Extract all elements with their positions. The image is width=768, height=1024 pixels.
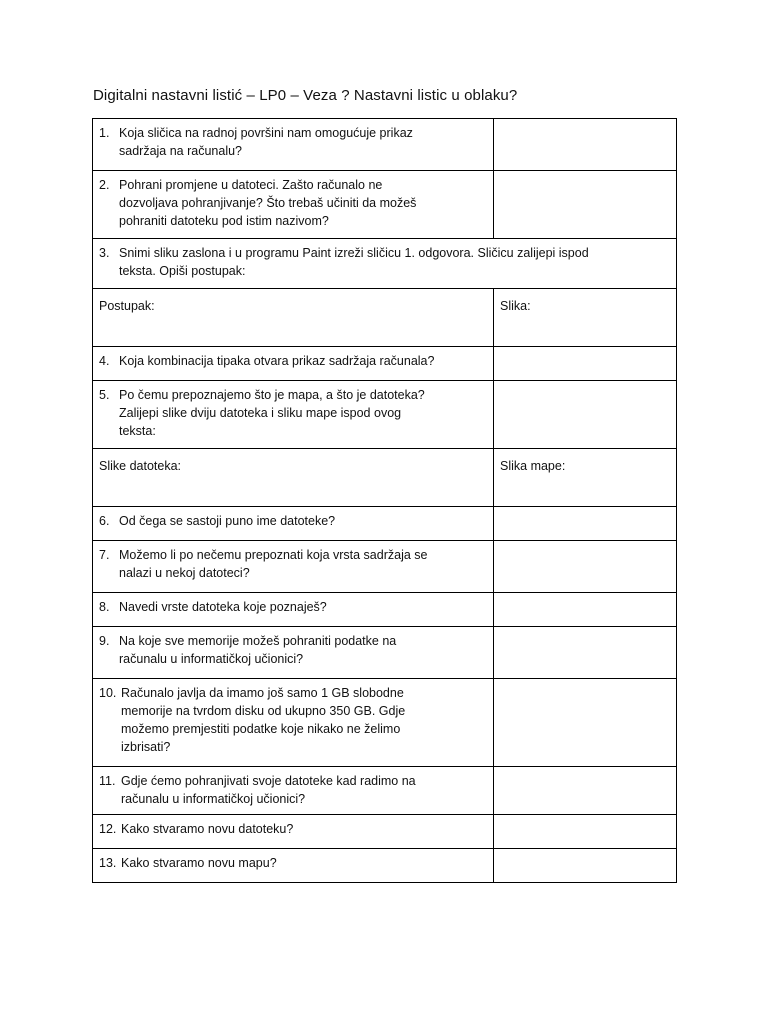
question-text: Na koje sve memorije možeš pohraniti podatke na računalu u informatičkoj učionici? [119,634,397,666]
question-text: Možemo li po nečemu prepoznati koja vrsta sadržaja se nalazi u nekoj datoteci? [119,548,428,580]
question-number: 4. [99,354,110,368]
question-number: 10. [99,686,117,700]
question-number: 8. [99,600,110,614]
question-text: Navedi vrste datoteka koje poznaješ? [119,600,327,614]
folder-image-label: Slika mape: [500,459,566,473]
question-3 [93,239,677,289]
question-number: 3. [99,246,110,260]
answer-cell-7[interactable] [494,541,677,593]
question-8 [93,593,494,627]
answer-cell-11[interactable] [494,767,677,815]
question-number: 7. [99,548,110,562]
question-number: 2. [99,178,110,192]
question-number: 6. [99,514,110,528]
question-13 [93,849,494,883]
image-label: Slika: [500,299,531,313]
answer-cell-1[interactable] [494,119,677,171]
question-11 [93,767,494,815]
question-text: Snimi sliku zaslona i u programu Paint izreži sličicu 1. odgovora. Sličicu zalijepi ispod teksta. Opiši postupak: [119,246,589,278]
question-number: 9. [99,634,110,648]
worksheet-table [92,118,676,883]
question-text: Pohrani promjene u datoteci. Zašto računalo ne dozvoljava pohranjivanje? Što trebaš učiniti da možeš pohraniti datoteku pod istim nazivom? [119,178,417,228]
image-answer-cell[interactable] [494,289,677,347]
answer-cell-5[interactable] [494,381,677,449]
question-text: Gdje ćemo pohranjivati svoje datoteke kad radimo na računalu u informatičkoj učionici? [121,774,416,806]
question-1 [93,119,494,171]
question-number: 12. [99,822,117,836]
file-images-answer-cell[interactable] [93,449,494,507]
question-text: Od čega se sastoji puno ime datoteke? [119,514,336,528]
question-10 [93,679,494,767]
question-7 [93,541,494,593]
answer-cell-4[interactable] [494,347,677,381]
question-number: 11. [99,774,116,788]
procedure-label: Postupak: [99,299,155,313]
folder-image-answer-cell[interactable] [494,449,677,507]
question-text: Računalo javlja da imamo još samo 1 GB slobodne memorije na tvrdom disku od ukupno 350 GB. Gdje možemo premjestiti podatke koje nikako ne želimo izbrisati? [121,686,406,754]
question-text: Kako stvaramo novu datoteku? [121,822,294,836]
question-text: Kako stvaramo novu mapu? [121,856,277,870]
file-images-label: Slike datoteka: [99,459,181,473]
answer-cell-13[interactable] [494,849,677,883]
question-number: 13. [99,856,117,870]
question-4 [93,347,494,381]
question-text: Koja sličica na radnoj površini nam omogućuje prikaz sadržaja na računalu? [119,126,413,158]
answer-cell-9[interactable] [494,627,677,679]
answer-cell-10[interactable] [494,679,677,767]
question-text: Po čemu prepoznajemo što je mapa, a što je datoteka? Zalijepi slike dviju datoteka i sliku mape ispod ovog teksta: [119,388,425,438]
answer-cell-2[interactable] [494,171,677,239]
question-9 [93,627,494,679]
question-6 [93,507,494,541]
procedure-answer-cell[interactable] [93,289,494,347]
question-number: 5. [99,388,110,402]
question-2 [93,171,494,239]
question-12 [93,815,494,849]
answer-cell-8[interactable] [494,593,677,627]
question-text: Koja kombinacija tipaka otvara prikaz sadržaja računala? [119,354,435,368]
page-title: Digitalni nastavni listić – LP0 – Veza ? Nastavni listic u oblaku? [93,87,518,104]
question-5 [93,381,494,449]
answer-cell-12[interactable] [494,815,677,849]
answer-cell-6[interactable] [494,507,677,541]
question-number: 1. [99,126,110,140]
